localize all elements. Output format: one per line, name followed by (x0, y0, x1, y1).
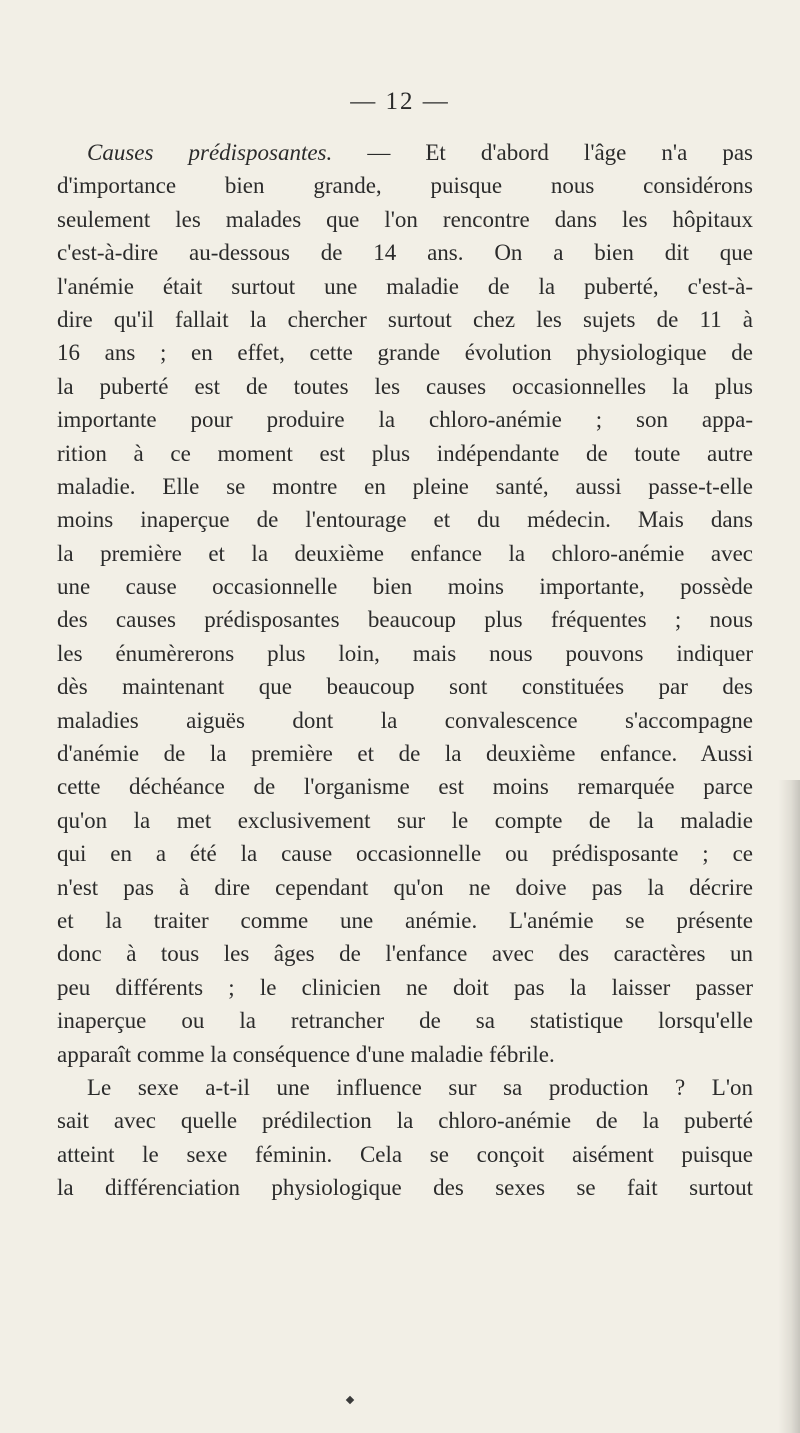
ink-speck (346, 1396, 354, 1404)
text-line: moins inaperçue de l'entourage et du médecin. Mais dans (57, 507, 753, 533)
text-line: la différenciation physiologique des sexes se fait surtout (57, 1175, 753, 1201)
text-line: dire qu'il fallait la chercher surtout chez les sujets de 11 à (57, 306, 753, 332)
text-line: c'est-à-dire au-dessous de 14 ans. On a bien dit que (57, 240, 753, 266)
text-line: peu différents ; le clinicien ne doit pas la laisser passer (57, 974, 753, 1000)
text-line: atteint le sexe féminin. Cela se conçoit aisément puisque (57, 1141, 753, 1167)
text-line: sait avec quelle prédilection la chloro-anémie de la puberté (57, 1108, 753, 1134)
page-number: — 12 — (350, 88, 450, 115)
text-line: donc à tous les âges de l'enfance avec des caractères un (57, 941, 753, 967)
text-line: l'anémie était surtout une maladie de la puberté, c'est-à- (57, 273, 753, 299)
text-line: la première et la deuxième enfance la chloro-anémie avec (57, 540, 753, 566)
paragraph-first-line (57, 136, 753, 169)
text-line: inaperçue ou la retrancher de sa statistique lorsqu'elle (57, 1008, 753, 1034)
text-line: dès maintenant que beaucoup sont constituées par des (57, 674, 753, 700)
section-heading: Causes prédisposantes. (87, 140, 333, 165)
text-line: d'anémie de la première et de la deuxième enfance. Aussi (57, 741, 753, 767)
text-line: cette déchéance de l'organisme est moins remarquée parce (57, 774, 753, 800)
text-line: d'importance bien grande, puisque nous considérons (57, 173, 753, 199)
body-text (57, 136, 753, 1205)
text-line: les énumèrerons plus loin, mais nous pouvons indiquer (57, 640, 753, 666)
text-line: maladies aiguës dont la convalescence s'accompagne (57, 707, 753, 733)
first-line-text: — Et d'abord l'âge n'a pas (332, 140, 754, 165)
text-line: une cause occasionnelle bien moins importante, possède (57, 574, 753, 600)
text-line: 16 ans ; en effet, cette grande évolution physiologique de (57, 340, 753, 366)
page-edge-shadow (778, 780, 800, 1433)
text-line: seulement les malades que l'on rencontre dans les hôpitaux (57, 206, 753, 232)
text-line: importante pour produire la chloro-anémie ; son appa- (57, 407, 753, 433)
text-line: apparaît comme la conséquence d'une maladie fébrile. (57, 1041, 555, 1067)
text-line: la puberté est de toutes les causes occasionnelles la plus (57, 373, 753, 399)
text-line: maladie. Elle se montre en pleine santé, aussi passe-t-elle (57, 473, 753, 499)
text-line: n'est pas à dire cependant qu'on ne doive pas la décrire (57, 874, 753, 900)
text-line: rition à ce moment est plus indépendante de toute autre (57, 440, 753, 466)
text-line: Le sexe a-t-il une influence sur sa production ? L'on (87, 1074, 753, 1100)
text-line: qui en a été la cause occasionnelle ou prédisposante ; ce (57, 841, 753, 867)
text-line: qu'on la met exclusivement sur le compte de la maladie (57, 807, 753, 833)
text-line: et la traiter comme une anémie. L'anémie se présente (57, 907, 753, 933)
text-line: des causes prédisposantes beaucoup plus fréquentes ; nous (57, 607, 753, 633)
